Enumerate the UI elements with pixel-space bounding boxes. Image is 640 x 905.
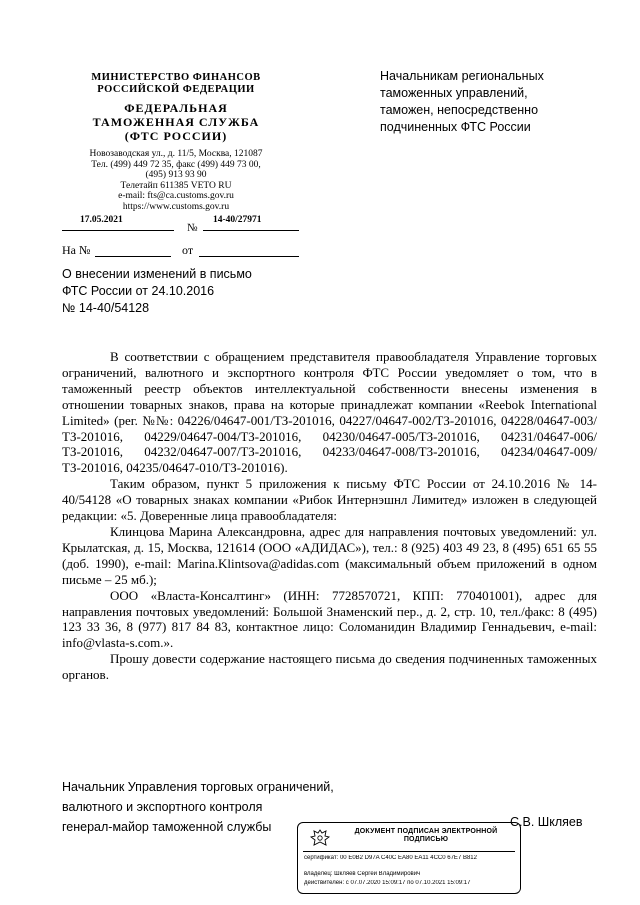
stamp-heading: ДОКУМЕНТ ПОДПИСАН ЭЛЕКТРОННОЙ ПОДПИСЬЮ xyxy=(354,828,498,843)
stamp-certificate: сертификат: 00 E0B2 D97A C40C EA80 EA11 4CC0 67E7 B812 xyxy=(304,855,477,861)
coat-of-arms-icon xyxy=(308,828,332,848)
reference-date-line xyxy=(199,256,299,257)
registration-date-line xyxy=(62,230,174,231)
signer-name: С.В. Шкляев xyxy=(510,815,583,829)
letterhead xyxy=(58,72,294,212)
reference-from-label: от xyxy=(182,243,194,257)
reference-label: На № xyxy=(62,243,91,257)
letter-body xyxy=(62,349,597,683)
body-paragraph-1: В соответствии с обращением представителя правообладателя Управление торговых ограничений, валютного и экспортного контроля ФТС России уведомляет о том, что в таможенный реестр объектов интеллектуальной собственности внесены изменения в отношении товарных знаков, права на которые принадлежат компании «Reebok International Limited» (рег. №№: 04226/04647-001/ТЗ-201016, 04227/04647-002/ТЗ-201016, 04228/04647-003/ТЗ-201016, 04229/04647-004/ТЗ-201016, 04230/04647-005/ТЗ-201016, 04231/04647-006/ТЗ-201016, 04232/04647-007/ТЗ-201016, 04233/04647-008/ТЗ-201016, 04234/04647-009/ТЗ-201016, 04235/04647-010/ТЗ-201016). xyxy=(62,349,597,476)
body-paragraph-3: Клинцова Марина Александровна, адрес для направления почтовых уведомлений: ул. Крылатская, д. 15, Москва, 121614 (ООО «АДИДАС»), тел.: 8 (925) 403 49 23, 8 (495) 651 65 55 (доб. 1990), e-mail: Marina.Klintsova@adidas.com (максимальный объем приложений в одном письме – 25 мб.); xyxy=(62,523,597,587)
body-paragraph-2: Таким образом, пункт 5 приложения к письму ФТС России от 24.10.2016 № 14-40/54128 «О товарных знаках компании «Рибок Интернэшнл Лимитед» изложен в следующей редакции: «5. Доверенные лица правообладателя: xyxy=(62,476,597,524)
letterhead-ministry: МИНИСТЕРСТВО ФИНАНСОВ РОССИЙСКОЙ ФЕДЕРАЦИИ xyxy=(91,72,261,95)
registration-date: 17.05.2021 xyxy=(80,215,123,225)
stamp-divider xyxy=(303,851,515,852)
signature-title: Начальник Управления торговых ограничений, валютного и экспортного контроля генерал-майор таможенной службы xyxy=(62,780,334,834)
stamp-validity: действителен: с 07.07.2020 15:09:17 по 07.10.2021 15:09:17 xyxy=(304,880,471,886)
registration-number-sign: № xyxy=(187,222,198,234)
registration-number: 14-40/27971 xyxy=(213,215,262,225)
letterhead-service: ФЕДЕРАЛЬНАЯ ТАМОЖЕННАЯ СЛУЖБА (ФТС РОССИИ) xyxy=(92,101,260,143)
reference-number-line xyxy=(95,256,171,257)
electronic-signature-stamp xyxy=(297,822,521,894)
stamp-owner: владелец: Шкляев Сергей Владимирович xyxy=(304,871,421,877)
letterhead-contacts: Новозаводская ул., д. 11/5, Москва, 121087 Тел. (499) 449 72 35, факс (499) 449 73 00, (495) 913 93 90 Телетайп 611385 VETO RU e-mail: fts@ca.customs.gov.ru https://www.customs.gov.ru xyxy=(89,149,263,212)
registration-number-line xyxy=(203,230,299,231)
subject: О внесении изменений в письмо ФТС России от 24.10.2016 № 14-40/54128 xyxy=(62,267,252,315)
body-paragraph-4: ООО «Власта-Консалтинг» (ИНН: 7728570721, КПП: 770401001), адрес для направления почтовых уведомлений: Большой Знаменский пер., д. 2, стр. 10, тел./факс: 8 (495) 123 33 36, 8 (977) 817 84 83, контактное лицо: Соломанидин Владимир Геннадьевич, e-mail: info@vlasta-s.com.». xyxy=(62,587,597,651)
addressee: Начальникам региональных таможенных управлений, таможен, непосредственно подчиненных ФТС России xyxy=(380,69,544,134)
body-paragraph-5: Прошу довести содержание настоящего письма до сведения подчиненных таможенных органов. xyxy=(62,651,597,683)
